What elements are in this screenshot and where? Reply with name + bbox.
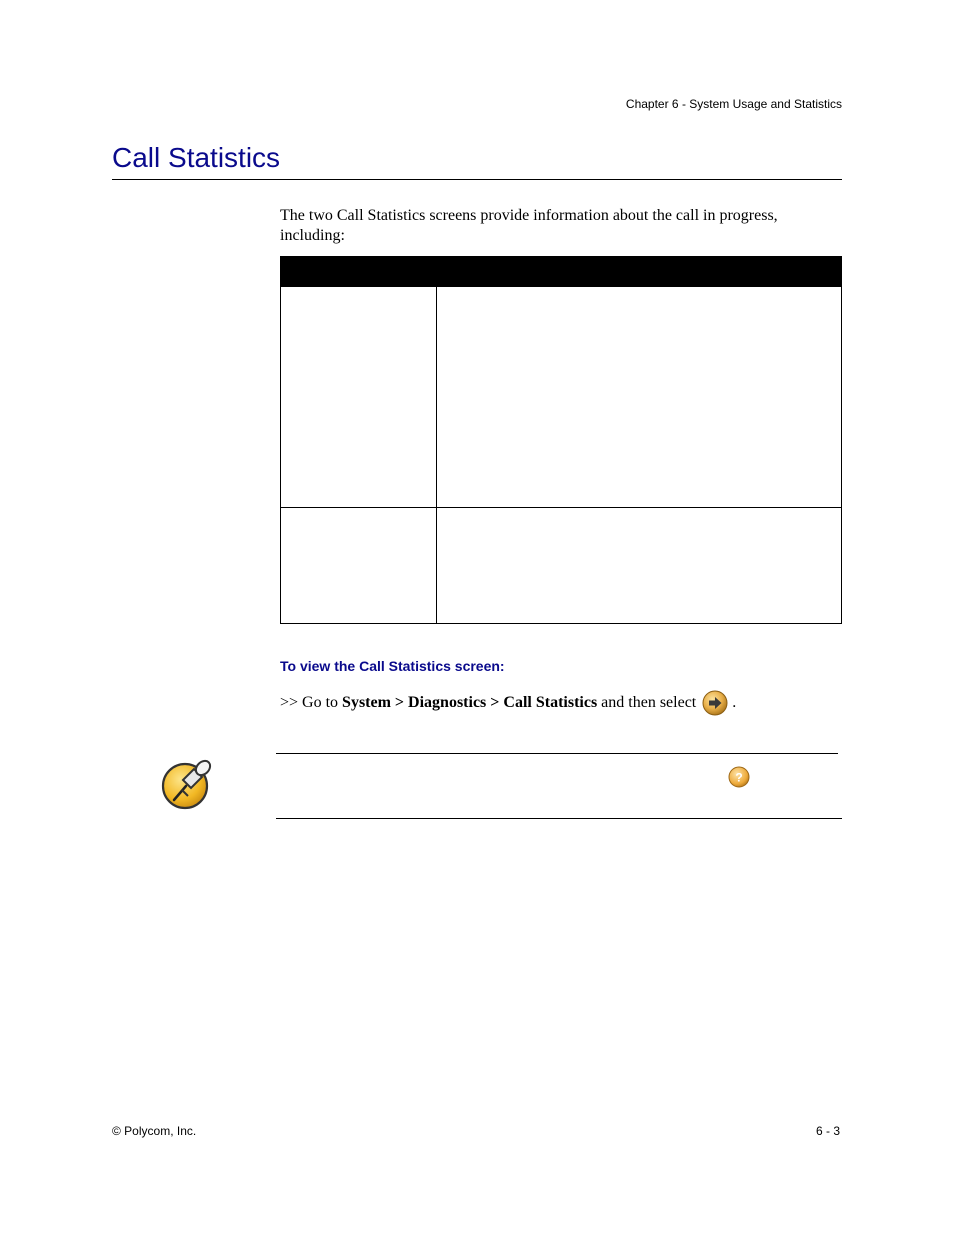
pushpin-note-icon xyxy=(158,756,218,812)
table-row xyxy=(281,287,842,508)
footer-page-number: 6 - 3 xyxy=(815,1124,840,1138)
table-cell xyxy=(281,508,437,624)
step-middle: and then select xyxy=(597,694,697,711)
step-prefix: >> Go to xyxy=(280,694,343,711)
procedure-step xyxy=(280,690,736,716)
table-header-row xyxy=(281,257,842,287)
step-menu-path: System > Diagnostics > Call Statistics xyxy=(342,694,598,711)
running-header: Chapter 6 - System Usage and Statistics xyxy=(625,97,842,111)
note-rule-top xyxy=(276,753,838,754)
page-title: Call Statistics xyxy=(112,142,281,173)
table-cell xyxy=(437,287,842,508)
step-suffix: . xyxy=(732,694,737,711)
footer-copyright: © Polycom, Inc. xyxy=(112,1124,197,1138)
arrow-right-icon[interactable] xyxy=(702,690,728,716)
table-row xyxy=(281,508,842,624)
table-cell xyxy=(437,508,842,624)
table-cell xyxy=(281,287,437,508)
intro-paragraph: The two Call Statistics screens provide information about the call in progress, including: xyxy=(280,207,778,244)
svg-text:?: ? xyxy=(735,770,743,785)
title-rule xyxy=(112,179,842,180)
note-rule-bottom xyxy=(276,818,842,819)
table-header-cell xyxy=(281,257,437,287)
question-help-icon[interactable] xyxy=(728,766,750,788)
call-statistics-table xyxy=(280,256,842,624)
table-header-cell xyxy=(437,257,842,287)
procedure-heading: To view the Call Statistics screen: xyxy=(280,658,505,674)
